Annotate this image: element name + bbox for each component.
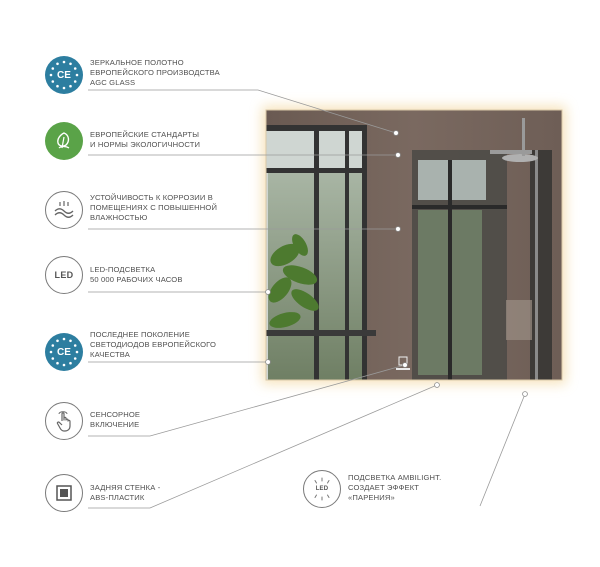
feature-agc-glass: ЗЕРКАЛЬНОЕ ПОЛОТНО ЕВРОПЕЙСКОГО ПРОИЗВОДСТВА AGC GLASS bbox=[90, 58, 220, 87]
ambilight-led-text: LED bbox=[315, 486, 329, 492]
ambilight-led-icon bbox=[303, 470, 341, 508]
feature-back-panel: ЗАДНЯЯ СТЕНКА - ABS-ПЛАСТИК bbox=[90, 483, 161, 502]
feature-ambilight: ПОДСВЕТКА AMBILIGHT. СОЗДАЕТ ЭФФЕКТ «ПАРЕНИЯ» bbox=[348, 473, 442, 502]
feature-eco-standards: ЕВРОПЕЙСКИЕ СТАНДАРТЫ И НОРМЫ ЭКОЛОГИЧНОСТИ bbox=[90, 130, 201, 149]
feature-touch-switch: СЕНСОРНОЕ ВКЛЮЧЕНИЕ bbox=[90, 410, 141, 429]
feature-led-quality: ПОСЛЕДНЕЕ ПОКОЛЕНИЕ СВЕТОДИОДОВ ЕВРОПЕЙСКОГО КАЧЕСТВА bbox=[90, 330, 217, 359]
eco-leaf-icon bbox=[45, 122, 83, 160]
feature-led-hours: LED-ПОДСВЕТКА 50 000 РАБОЧИХ ЧАСОВ bbox=[90, 265, 183, 284]
back-panel-icon bbox=[45, 474, 83, 512]
ce-symbol: CE bbox=[57, 69, 71, 81]
led-icon-text: LED bbox=[54, 270, 74, 280]
touch-hand-icon bbox=[45, 402, 83, 440]
mirror-reflection bbox=[264, 110, 562, 380]
water-resistance-icon bbox=[45, 191, 83, 229]
led-icon bbox=[45, 256, 83, 294]
ce-symbol-2: CE bbox=[57, 346, 71, 358]
ce-mark-icon bbox=[45, 56, 83, 94]
ce-mark-icon-2 bbox=[45, 333, 83, 371]
feature-corrosion-resistance: УСТОЙЧИВОСТЬ К КОРРОЗИИ В ПОМЕЩЕНИЯХ С ПОВЫШЕННОЙ ВЛАЖНОСТЬЮ bbox=[90, 193, 218, 222]
